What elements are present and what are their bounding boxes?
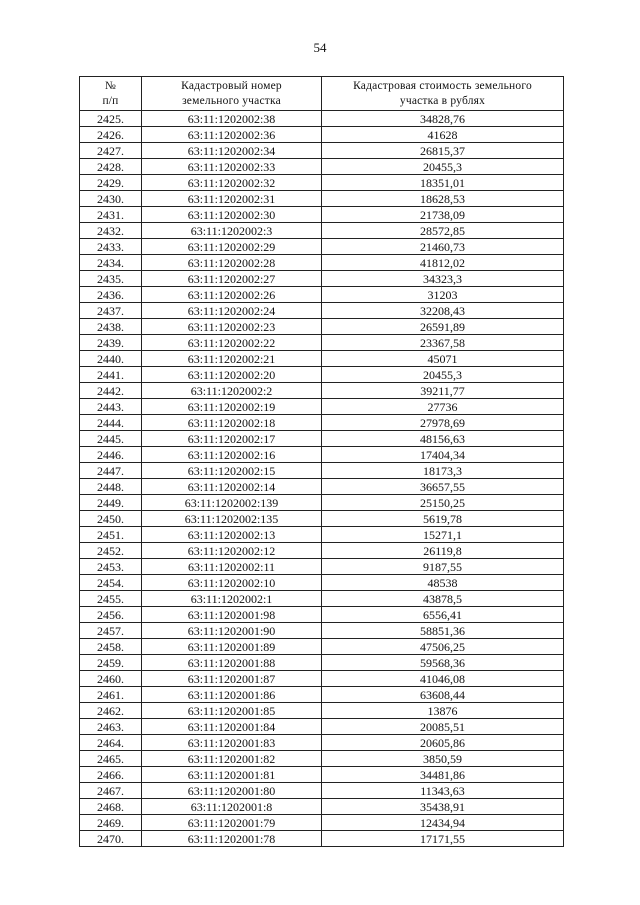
row-number: 2435.: [80, 271, 142, 287]
cadastral-value: 21738,09: [322, 207, 564, 223]
cadastral-value: 18173,3: [322, 463, 564, 479]
table-row: [80, 351, 564, 367]
cadastral-value: 9187,55: [322, 559, 564, 575]
table-row: [80, 607, 564, 623]
table-row: [80, 271, 564, 287]
cadastral-number: 63:11:1202001:98: [142, 607, 322, 623]
table-row: [80, 239, 564, 255]
row-number: 2444.: [80, 415, 142, 431]
table-row: [80, 159, 564, 175]
cadastral-number: 63:11:1202001:79: [142, 815, 322, 831]
row-number: 2440.: [80, 351, 142, 367]
cadastral-number: 63:11:1202001:85: [142, 703, 322, 719]
cadastral-value: 32208,43: [322, 303, 564, 319]
table-row: [80, 367, 564, 383]
row-number: 2457.: [80, 623, 142, 639]
table-row: [80, 831, 564, 847]
row-number: 2428.: [80, 159, 142, 175]
row-number: 2430.: [80, 191, 142, 207]
table-row: [80, 431, 564, 447]
cadastral-value: 26815,37: [322, 143, 564, 159]
header-cadastral-number: Кадастровый номер земельного участка: [142, 77, 322, 111]
row-number: 2438.: [80, 319, 142, 335]
row-number: 2455.: [80, 591, 142, 607]
cadastral-number: 63:11:1202002:13: [142, 527, 322, 543]
row-number: 2431.: [80, 207, 142, 223]
cadastral-number: 63:11:1202001:78: [142, 831, 322, 847]
table-row: [80, 719, 564, 735]
table-row: [80, 207, 564, 223]
cadastral-value: 27978,69: [322, 415, 564, 431]
cadastral-value: 41628: [322, 127, 564, 143]
table-row: [80, 751, 564, 767]
cadastral-number: 63:11:1202002:29: [142, 239, 322, 255]
cadastral-number: 63:11:1202002:27: [142, 271, 322, 287]
cadastral-number: 63:11:1202002:23: [142, 319, 322, 335]
cadastral-value: 20605,86: [322, 735, 564, 751]
cadastral-number: 63:11:1202002:139: [142, 495, 322, 511]
cadastral-value: 20085,51: [322, 719, 564, 735]
table-row: [80, 495, 564, 511]
table-row: [80, 287, 564, 303]
row-number: 2466.: [80, 767, 142, 783]
table-header: [80, 77, 564, 111]
table-row: [80, 303, 564, 319]
header-number: № п/п: [80, 77, 142, 111]
row-number: 2433.: [80, 239, 142, 255]
cadastral-number: 63:11:1202001:83: [142, 735, 322, 751]
row-number: 2441.: [80, 367, 142, 383]
table-row: [80, 767, 564, 783]
cadastral-number: 63:11:1202002:31: [142, 191, 322, 207]
table-row: [80, 191, 564, 207]
header-cadastral-value: Кадастровая стоимость земельного участка в рублях: [322, 77, 564, 111]
cadastral-number: 63:11:1202002:26: [142, 287, 322, 303]
table-row: [80, 735, 564, 751]
row-number: 2460.: [80, 671, 142, 687]
cadastral-value: 23367,58: [322, 335, 564, 351]
table-row: [80, 623, 564, 639]
row-number: 2445.: [80, 431, 142, 447]
row-number: 2450.: [80, 511, 142, 527]
header-row: [80, 77, 564, 111]
cadastral-value: 47506,25: [322, 639, 564, 655]
row-number: 2470.: [80, 831, 142, 847]
table-row: [80, 639, 564, 655]
table-row: [80, 111, 564, 127]
cadastral-value: 20455,3: [322, 159, 564, 175]
row-number: 2463.: [80, 719, 142, 735]
cadastral-value: 17404,34: [322, 447, 564, 463]
cadastral-number: 63:11:1202002:3: [142, 223, 322, 239]
cadastral-number: 63:11:1202002:20: [142, 367, 322, 383]
cadastral-value: 18628,53: [322, 191, 564, 207]
cadastral-number: 63:11:1202002:36: [142, 127, 322, 143]
cadastral-number: 63:11:1202002:16: [142, 447, 322, 463]
cadastral-value: 5619,78: [322, 511, 564, 527]
cadastral-value: 20455,3: [322, 367, 564, 383]
cadastral-number: 63:11:1202002:11: [142, 559, 322, 575]
cadastral-value: 6556,41: [322, 607, 564, 623]
row-number: 2461.: [80, 687, 142, 703]
cadastral-value: 12434,94: [322, 815, 564, 831]
cadastral-value: 34323,3: [322, 271, 564, 287]
row-number: 2427.: [80, 143, 142, 159]
cadastral-number: 63:11:1202002:18: [142, 415, 322, 431]
cadastral-value: 31203: [322, 287, 564, 303]
row-number: 2453.: [80, 559, 142, 575]
cadastral-number: 63:11:1202002:19: [142, 399, 322, 415]
cadastral-number: 63:11:1202001:87: [142, 671, 322, 687]
cadastral-number: 63:11:1202001:86: [142, 687, 322, 703]
page-number: 54: [313, 40, 327, 55]
row-number: 2429.: [80, 175, 142, 191]
row-number: 2436.: [80, 287, 142, 303]
cadastral-value: 27736: [322, 399, 564, 415]
cadastral-number: 63:11:1202002:12: [142, 543, 322, 559]
row-number: 2456.: [80, 607, 142, 623]
table-row: [80, 463, 564, 479]
cadastral-value: 41812,02: [322, 255, 564, 271]
cadastral-number: 63:11:1202002:24: [142, 303, 322, 319]
cadastral-number: 63:11:1202001:82: [142, 751, 322, 767]
cadastral-value: 35438,91: [322, 799, 564, 815]
cadastral-number: 63:11:1202002:17: [142, 431, 322, 447]
table-row: [80, 799, 564, 815]
table-row: [80, 783, 564, 799]
table-row: [80, 527, 564, 543]
cadastral-value: 63608,44: [322, 687, 564, 703]
cadastral-number: 63:11:1202002:38: [142, 111, 322, 127]
cadastral-value: 43878,5: [322, 591, 564, 607]
cadastral-value: 11343,63: [322, 783, 564, 799]
cadastral-number: 63:11:1202002:22: [142, 335, 322, 351]
row-number: 2464.: [80, 735, 142, 751]
cadastral-number: 63:11:1202001:8: [142, 799, 322, 815]
row-number: 2426.: [80, 127, 142, 143]
cadastral-number: 63:11:1202001:81: [142, 767, 322, 783]
table-row: [80, 319, 564, 335]
cadastral-value: 17171,55: [322, 831, 564, 847]
row-number: 2443.: [80, 399, 142, 415]
table-row: [80, 815, 564, 831]
row-number: 2425.: [80, 111, 142, 127]
row-number: 2458.: [80, 639, 142, 655]
table-row: [80, 255, 564, 271]
cadastral-value: 58851,36: [322, 623, 564, 639]
cadastral-number: 63:11:1202001:80: [142, 783, 322, 799]
row-number: 2451.: [80, 527, 142, 543]
row-number: 2454.: [80, 575, 142, 591]
cadastral-number: 63:11:1202002:32: [142, 175, 322, 191]
table-row: [80, 383, 564, 399]
cadastral-value: 15271,1: [322, 527, 564, 543]
row-number: 2432.: [80, 223, 142, 239]
table-row: [80, 175, 564, 191]
row-number: 2459.: [80, 655, 142, 671]
cadastral-value: 21460,73: [322, 239, 564, 255]
row-number: 2469.: [80, 815, 142, 831]
row-number: 2452.: [80, 543, 142, 559]
table-body: [80, 111, 564, 847]
row-number: 2468.: [80, 799, 142, 815]
cadastral-number: 63:11:1202001:88: [142, 655, 322, 671]
table-row: [80, 511, 564, 527]
cadastral-value: 13876: [322, 703, 564, 719]
table-row: [80, 399, 564, 415]
cadastral-number: 63:11:1202002:30: [142, 207, 322, 223]
cadastral-number: 63:11:1202002:1: [142, 591, 322, 607]
cadastral-value: 26119,8: [322, 543, 564, 559]
table-row: [80, 415, 564, 431]
table-row: [80, 127, 564, 143]
table-row: [80, 447, 564, 463]
cadastral-number: 63:11:1202002:14: [142, 479, 322, 495]
row-number: 2462.: [80, 703, 142, 719]
cadastral-number: 63:11:1202002:15: [142, 463, 322, 479]
row-number: 2439.: [80, 335, 142, 351]
row-number: 2434.: [80, 255, 142, 271]
cadastral-value: 41046,08: [322, 671, 564, 687]
table-row: [80, 479, 564, 495]
table-row: [80, 335, 564, 351]
cadastral-value: 26591,89: [322, 319, 564, 335]
cadastral-number: 63:11:1202002:10: [142, 575, 322, 591]
cadastral-value-table: [79, 76, 564, 847]
table-row: [80, 559, 564, 575]
table-row: [80, 591, 564, 607]
table-row: [80, 703, 564, 719]
table-row: [80, 143, 564, 159]
cadastral-value: 34828,76: [322, 111, 564, 127]
cadastral-value: 36657,55: [322, 479, 564, 495]
row-number: 2442.: [80, 383, 142, 399]
row-number: 2449.: [80, 495, 142, 511]
cadastral-number: 63:11:1202002:2: [142, 383, 322, 399]
row-number: 2447.: [80, 463, 142, 479]
table-row: [80, 655, 564, 671]
cadastral-value: 28572,85: [322, 223, 564, 239]
row-number: 2467.: [80, 783, 142, 799]
cadastral-value: 34481,86: [322, 767, 564, 783]
cadastral-number: 63:11:1202002:33: [142, 159, 322, 175]
cadastral-number: 63:11:1202001:89: [142, 639, 322, 655]
cadastral-value: 48538: [322, 575, 564, 591]
table-row: [80, 575, 564, 591]
cadastral-value: 45071: [322, 351, 564, 367]
cadastral-value: 18351,01: [322, 175, 564, 191]
row-number: 2448.: [80, 479, 142, 495]
row-number: 2437.: [80, 303, 142, 319]
cadastral-value: 25150,25: [322, 495, 564, 511]
row-number: 2465.: [80, 751, 142, 767]
table-row: [80, 687, 564, 703]
cadastral-value: 59568,36: [322, 655, 564, 671]
cadastral-value: 3850,59: [322, 751, 564, 767]
row-number: 2446.: [80, 447, 142, 463]
cadastral-value: 39211,77: [322, 383, 564, 399]
cadastral-number: 63:11:1202002:135: [142, 511, 322, 527]
cadastral-number: 63:11:1202002:21: [142, 351, 322, 367]
table-row: [80, 223, 564, 239]
cadastral-value: 48156,63: [322, 431, 564, 447]
cadastral-number: 63:11:1202002:34: [142, 143, 322, 159]
cadastral-number: 63:11:1202001:84: [142, 719, 322, 735]
table-row: [80, 543, 564, 559]
table-row: [80, 671, 564, 687]
cadastral-number: 63:11:1202001:90: [142, 623, 322, 639]
cadastral-number: 63:11:1202002:28: [142, 255, 322, 271]
